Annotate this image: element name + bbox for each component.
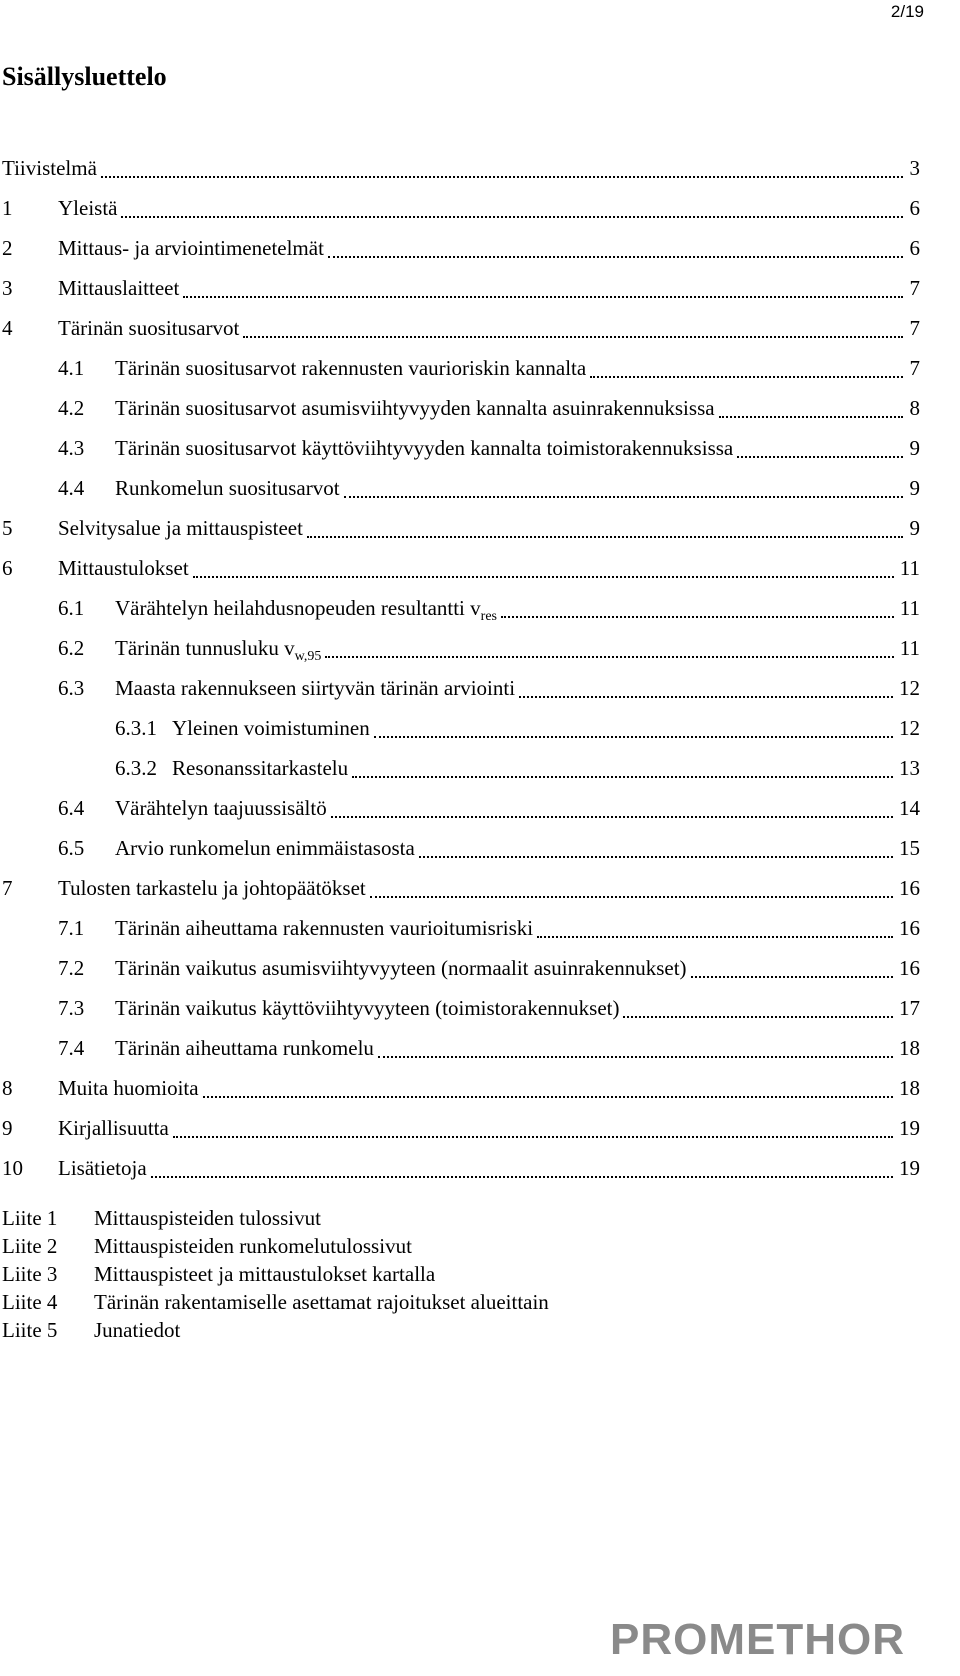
toc-entry-number: 6.3.2 — [115, 756, 157, 780]
toc-entry-title: Tärinän suositusarvot käyttöviihtyvyyden kannalta toimistorakennuksissa — [115, 436, 734, 460]
toc-entry-number: 7 — [2, 876, 13, 900]
toc-leader-dots — [193, 536, 894, 578]
toc-entry-page: 11 — [898, 548, 920, 588]
toc-entry-title: Selvitysalue ja mittauspisteet — [58, 516, 303, 540]
appendix-title: Mittauspisteiden runkomelutulossivut — [94, 1234, 412, 1258]
toc-entry-number: 6.5 — [58, 836, 85, 860]
toc-entry-subscript: w,95 — [294, 649, 322, 665]
appendix-label: Liite 3 — [2, 1262, 58, 1286]
toc-entry-number: 6.3 — [58, 676, 85, 700]
toc-leader-dots — [344, 456, 903, 498]
toc-entry-page: 9 — [908, 468, 921, 508]
toc-entry-number: 1 — [2, 196, 13, 220]
toc-leader-dots — [173, 1096, 893, 1138]
toc-entry-page: 18 — [897, 1068, 920, 1108]
page-number: 2/19 — [890, 2, 924, 21]
toc-entry-page: 14 — [897, 788, 920, 828]
toc-entry-page: 16 — [897, 948, 920, 988]
toc-entry-page: 17 — [897, 988, 920, 1028]
toc-leader-dots — [101, 136, 903, 178]
appendix-label: Liite 4 — [2, 1290, 58, 1314]
toc-entry-page: 13 — [897, 748, 920, 788]
toc-entry-page: 15 — [897, 828, 920, 868]
toc-entry-title: Yleinen voimistuminen — [172, 716, 370, 740]
toc-entry-number: 4.4 — [58, 476, 85, 500]
appendix-item — [2, 1204, 321, 1232]
toc-entry-number: 8 — [2, 1076, 13, 1100]
toc-entry-number: 6 — [2, 556, 13, 580]
toc-entry-number: 9 — [2, 1116, 13, 1140]
toc-title: Sisällysluettelo — [2, 62, 167, 91]
toc-entry-page: 19 — [897, 1108, 920, 1148]
toc-entry-title: Mittauslaitteet — [58, 276, 180, 300]
toc-leader-dots — [590, 336, 903, 378]
toc-entry-number: 7.4 — [58, 1036, 85, 1060]
toc-entry-page: 12 — [897, 668, 920, 708]
toc-leader-dots — [203, 1056, 893, 1098]
toc-entry-title: Tärinän aiheuttama rakennusten vaurioitumisriski — [115, 916, 534, 940]
toc-entry-number: 3 — [2, 276, 13, 300]
appendix-label: Liite 5 — [2, 1318, 58, 1342]
toc-leader-dots — [374, 696, 893, 738]
toc-leader-dots — [328, 216, 903, 258]
svg-text:PROMETHOR: PROMETHOR — [610, 1615, 905, 1662]
toc-leader-dots — [307, 496, 903, 538]
toc-entry-number: 6.4 — [58, 796, 85, 820]
toc-entry[interactable] — [0, 1148, 960, 1188]
toc-entry-title: Tärinän vaikutus käyttöviihtyvyyteen (toimistorakennukset) — [115, 996, 620, 1020]
toc-entry-page: 11 — [898, 628, 920, 668]
toc-entry-subscript: res — [480, 609, 497, 625]
toc-entry-title: Tärinän tunnusluku $v_{w,95}$ — [115, 636, 322, 665]
appendix-item — [2, 1260, 435, 1288]
toc-entry-number: 4.1 — [58, 356, 85, 380]
toc-leader-dots — [331, 776, 893, 818]
toc-entry-title: Muita huomioita — [58, 1076, 199, 1100]
toc-leader-dots — [537, 896, 893, 938]
toc-entry-page: 9 — [908, 508, 921, 548]
appendix-label: Liite 1 — [2, 1206, 58, 1230]
toc-entry-page: 6 — [908, 188, 921, 228]
toc-entry-page: 12 — [897, 708, 920, 748]
promethor-logo — [610, 1612, 940, 1662]
toc-entry-number: 6.3.1 — [115, 716, 157, 740]
toc-entry-page: 8 — [908, 388, 921, 428]
toc-entry-title: Maasta rakennukseen siirtyvän tärinän arviointi — [115, 676, 516, 700]
appendix-item — [2, 1316, 180, 1344]
toc-entry-page: 19 — [897, 1148, 920, 1188]
toc-entry-page: 7 — [908, 268, 921, 308]
appendix-title: Tärinän rakentamiselle asettamat rajoitukset alueittain — [94, 1290, 549, 1314]
toc-leader-dots — [325, 616, 894, 658]
toc-entry-page: 11 — [898, 588, 920, 628]
toc-entry-number: 5 — [2, 516, 13, 540]
appendix-title: Mittauspisteiden tulossivut — [94, 1206, 321, 1230]
toc-entry-number: 10 — [2, 1156, 23, 1180]
toc-leader-dots — [737, 416, 903, 458]
toc-entry-title: Mittaustulokset — [58, 556, 189, 580]
toc-entry-title: Yleistä — [58, 196, 118, 220]
appendix-label: Liite 2 — [2, 1234, 58, 1258]
toc-entry-number: 4.3 — [58, 436, 85, 460]
toc-entry-title: Tulosten tarkastelu ja johtopäätökset — [58, 876, 366, 900]
appendix-item — [2, 1232, 412, 1260]
toc-entry-title: Resonanssitarkastelu — [172, 756, 349, 780]
toc-entry-page: 9 — [908, 428, 921, 468]
appendix-title: Junatiedot — [94, 1318, 181, 1342]
toc-leader-dots — [519, 656, 893, 698]
toc-leader-dots — [121, 176, 903, 218]
toc-entry-number: 6.2 — [58, 636, 85, 660]
toc-entry-number: 2 — [2, 236, 13, 260]
toc-leader-dots — [719, 376, 903, 418]
toc-entry-title: Mittaus- ja arviointimenetelmät — [58, 236, 324, 260]
toc-entry-title: Tärinän vaikutus asumisviihtyvyyteen (normaalit asuinrakennukset) — [115, 956, 687, 980]
toc-entry-title: Runkomelun suositusarvot — [115, 476, 340, 500]
toc-leader-dots — [352, 736, 893, 778]
toc-entry-title: Tärinän suositusarvot — [58, 316, 240, 340]
toc-entry-page: 7 — [908, 348, 921, 388]
toc-leader-dots — [151, 1136, 893, 1178]
toc-entry-page: 16 — [897, 868, 920, 908]
toc-entry-page: 16 — [897, 908, 920, 948]
toc-entry-title: Tärinän suositusarvot asumisviihtyvyyden kannalta asuinrakennuksissa — [115, 396, 715, 420]
toc-leader-dots — [623, 976, 893, 1018]
toc-leader-dots — [419, 816, 893, 858]
appendix-item — [2, 1288, 549, 1316]
toc-entry-title: Lisätietoja — [58, 1156, 147, 1180]
toc-entry-title: Tärinän suositusarvot rakennusten vaurioriskin kannalta — [115, 356, 587, 380]
toc-entry-number: 7.3 — [58, 996, 85, 1020]
toc-leader-dots — [501, 576, 894, 618]
toc-entry-number: 4.2 — [58, 396, 85, 420]
toc-entry-number: 4 — [2, 316, 13, 340]
toc-entry-title: Värähtelyn heilahdusnopeuden resultantti $v_{res}$ — [115, 596, 497, 625]
toc-entry-title: Kirjallisuutta — [58, 1116, 169, 1140]
toc-entry-page: 7 — [908, 308, 921, 348]
toc-leader-dots — [378, 1016, 893, 1058]
toc-entry-page: 6 — [908, 228, 921, 268]
toc-leader-dots — [370, 856, 893, 898]
toc-entry-number: 7.2 — [58, 956, 85, 980]
toc-leader-dots — [691, 936, 893, 978]
toc-leader-dots — [243, 296, 903, 338]
appendix-title: Mittauspisteet ja mittaustulokset kartalla — [94, 1262, 436, 1286]
toc-entry-title: Värähtelyn taajuussisältö — [115, 796, 327, 820]
toc-entry-number: 6.1 — [58, 596, 85, 620]
toc-entry-title: Arvio runkomelun enimmäistasosta — [115, 836, 415, 860]
toc-entry-title: Tärinän aiheuttama runkomelu — [115, 1036, 374, 1060]
toc-entry-number: 7.1 — [58, 916, 85, 940]
toc-entry-page: 18 — [897, 1028, 920, 1068]
toc-leader-dots — [183, 256, 903, 298]
toc-entry-page: 3 — [908, 148, 921, 188]
toc-entry-title: Tiivistelmä — [2, 156, 97, 180]
